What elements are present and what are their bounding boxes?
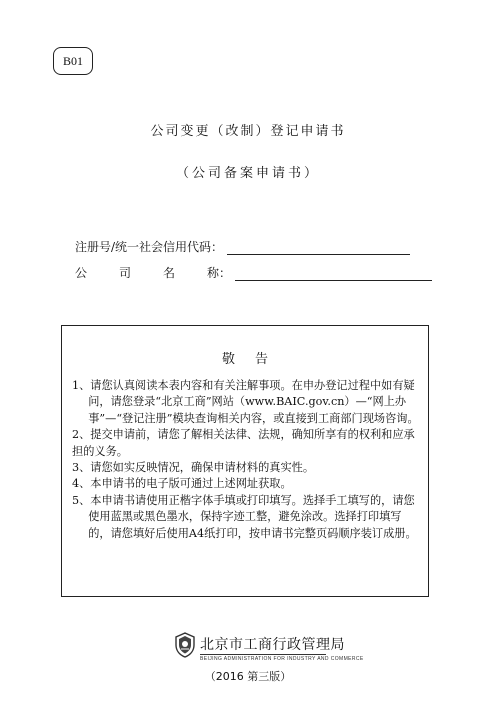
notice-item: 5、本申请书请使用正楷字体手填或打印填写。选择手工填写的，请您使用蓝黑或黑色墨水，保持字迹工整，避免涂改。选择打印填写的，请您填好后使用A4纸打印，按申请书完整页码顺序装订成册。 bbox=[72, 493, 417, 540]
form-code-badge bbox=[53, 47, 93, 75]
notice-item: 1、请您认真阅读本表内容和有关注解事项。在申办登记过程中如有疑问，请您登录“北京工商”网站（www.BAIC.gov.cn）—“网上办事”—“登记注册”模块查询相关内容，或直接到工商部门现场咨询。 bbox=[72, 379, 419, 425]
label-char: 称： bbox=[206, 266, 231, 280]
label-char: 名 bbox=[162, 266, 175, 280]
label-char: 司 bbox=[118, 266, 131, 280]
org-name-en: BEIJING ADMINISTRATION FOR INDUSTRY AND COMMERCE bbox=[200, 656, 364, 662]
reg-no-label: 注册号/统一社会信用代码： bbox=[75, 240, 224, 254]
notice-list bbox=[72, 378, 422, 542]
reg-no-field[interactable] bbox=[75, 238, 410, 255]
notice-box bbox=[61, 325, 429, 597]
company-name-label bbox=[75, 264, 231, 281]
company-name-field[interactable] bbox=[75, 264, 432, 281]
label-char: 公 bbox=[75, 266, 88, 280]
notice-item: 2、提交申请前，请您了解相关法律、法规，确知所享有的权利和应承担的义务。 bbox=[72, 428, 415, 458]
notice-title: 敬告 bbox=[221, 352, 288, 367]
notice-item: 4、本申请书的电子版可通过上述网址获取。 bbox=[72, 477, 292, 491]
notice-item: 3、请您如实反映情况，确保申请材料的真实性。 bbox=[72, 461, 315, 475]
org-name: 北京市工商行政管理局 bbox=[200, 637, 345, 653]
company-name-input-line[interactable] bbox=[235, 266, 432, 281]
emblem-icon bbox=[174, 632, 196, 658]
document-title: 公司变更（改制）登记申请书 bbox=[150, 124, 346, 139]
reg-no-input-line[interactable] bbox=[227, 240, 410, 255]
edition-label: （2016 第三版） bbox=[204, 670, 292, 683]
form-code: B01 bbox=[62, 53, 83, 68]
document-subtitle: （公司备案申请书） bbox=[175, 166, 320, 181]
org-name-rule bbox=[200, 654, 326, 655]
